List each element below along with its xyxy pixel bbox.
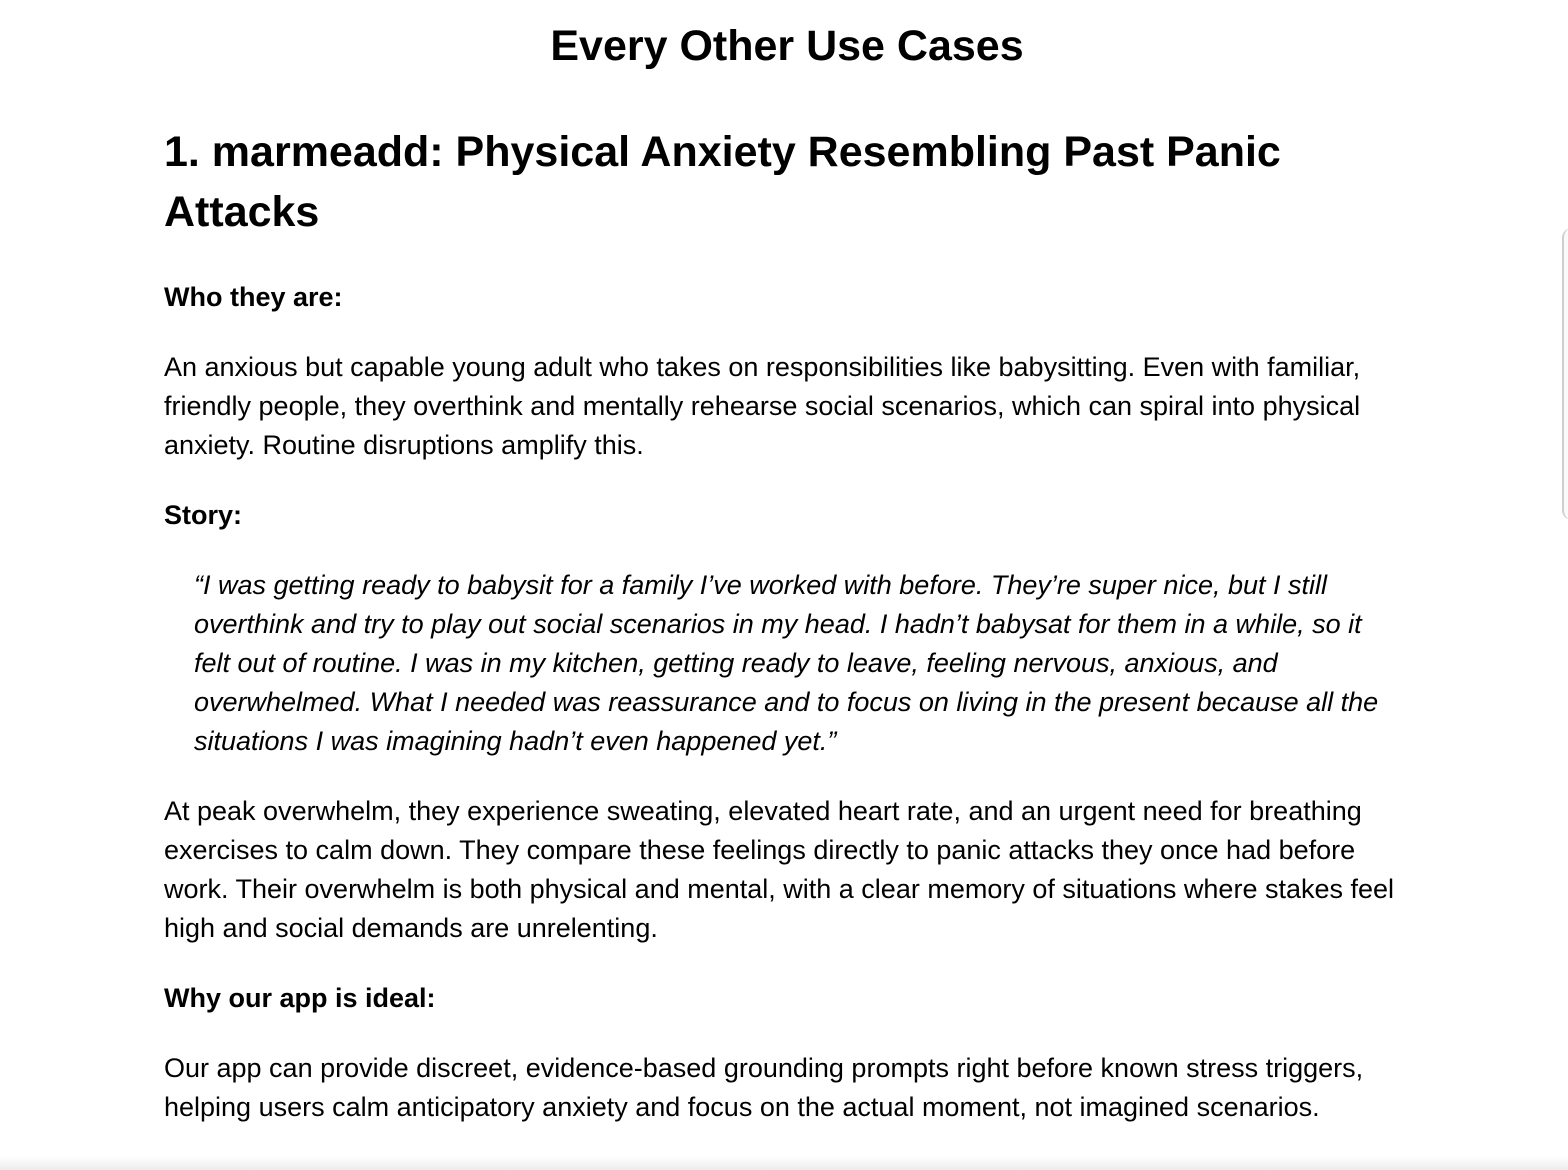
document-title: Every Other Use Cases [550, 22, 1024, 70]
story-label: Story: [164, 500, 243, 530]
who-they-are-text: An anxious but capable young adult who takes on responsibilities like babysitting. Even with familiar, friendly people, they overthink and mentally rehearse social scenarios, which can spiral into physical anxiety. Routine disruptions amplify this. [164, 352, 1361, 460]
who-they-are-label: Who they are: [164, 282, 343, 312]
section-heading: 1. marmeadd: Physical Anxiety Resembling Past Panic Attacks [164, 128, 1281, 236]
why-app-ideal-label: Why our app is ideal: [164, 983, 436, 1013]
side-panel-handle[interactable] [1562, 228, 1568, 520]
why-app-ideal-text: Our app can provide discreet, evidence-based grounding prompts right before known stress triggers, helping users calm anticipatory anxiety and focus on the actual moment, not imagined scenarios. [164, 1053, 1364, 1122]
story-quote: “I was getting ready to babysit for a family I’ve worked with before. They’re super nice, but I still overthink and try to play out social scenarios in my head. I hadn’t babysat for them in a while, so it felt out of routine. I was in my kitchen, getting ready to leave, feeling nervous, anxious, and overwhelmed. What I needed was reassurance and to focus on living in the present because all the situations I was imagining hadn’t even happened yet.” [194, 570, 1379, 756]
document-body [164, 122, 1409, 1158]
bottom-edge-shadow [0, 1156, 1568, 1170]
story-followup-text: At peak overwhelm, they experience sweating, elevated heart rate, and an urgent need for breathing exercises to calm down. They compare these feelings directly to panic attacks they once had before work. Their overwhelm is both physical and mental, with a clear memory of situations where stakes feel high and social demands are unrelenting. [164, 796, 1395, 943]
